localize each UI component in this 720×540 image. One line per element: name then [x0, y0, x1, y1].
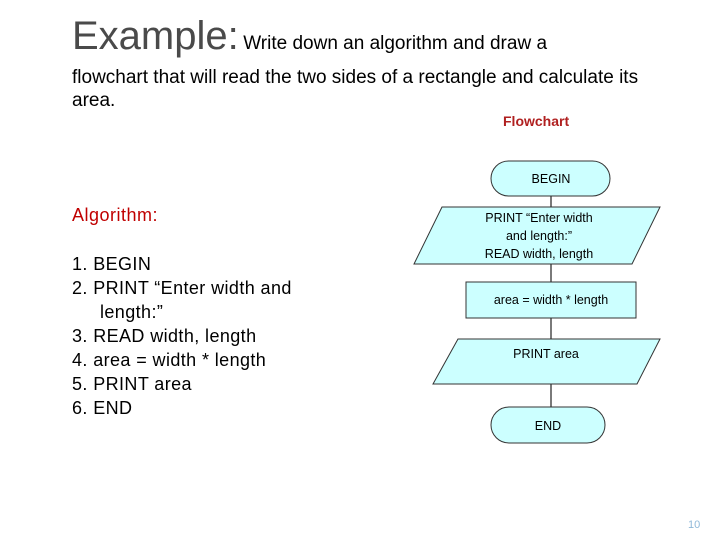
input-text-line-3: READ width, length: [484, 247, 594, 261]
flowchart-label: Flowchart: [503, 113, 570, 129]
task-description: flowchart that will read the two sides of a rectangle and calculate its area.: [72, 67, 639, 111]
algorithm-step-4: 4. area = width * length: [72, 350, 267, 370]
algorithm-step-2: 2. PRINT “Enter width and: [72, 278, 292, 298]
title-task: Write down an algorithm and draw a: [243, 33, 548, 54]
title-example: Example:: [72, 14, 239, 58]
algorithm-step-5: 5. PRINT area: [72, 374, 192, 394]
algorithm-step-3: 3. READ width, length: [72, 326, 257, 346]
algorithm-step-6: 6. END: [72, 398, 133, 418]
algorithm-step-2-cont: length:”: [100, 302, 164, 322]
input-text-line-1: PRINT “Enter width: [485, 211, 593, 225]
begin-text: BEGIN: [531, 172, 571, 186]
page-number: 10: [688, 519, 701, 531]
input-text-line-2: and length:”: [505, 229, 573, 243]
output-parallelogram: [433, 339, 660, 384]
process-text: area = width * length: [493, 293, 609, 307]
end-text: END: [534, 419, 562, 433]
algorithm-step-1: 1. BEGIN: [72, 254, 152, 274]
output-text: PRINT area: [513, 347, 579, 361]
algorithm-heading: Algorithm:: [72, 205, 159, 225]
